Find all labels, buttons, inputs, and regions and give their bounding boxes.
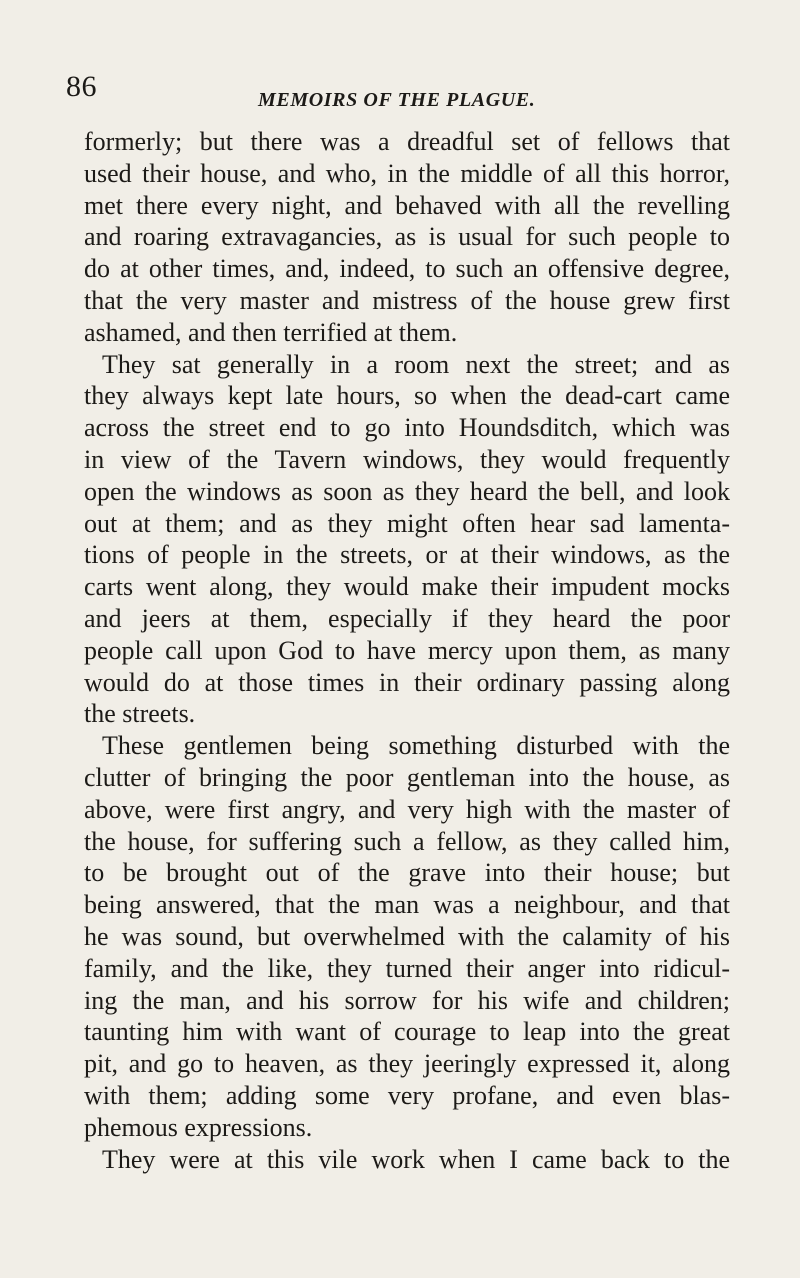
text-line: clutter of bringing the poor gentleman into the house, as: [84, 762, 730, 792]
text-line: above, were first angry, and very high with the master of: [84, 794, 730, 824]
text-line: pit, and go to heaven, as they jeeringly expressed it, along: [84, 1049, 730, 1079]
text-line: he was sound, but overwhelmed with the calamity of his: [84, 921, 730, 951]
text-line: that the very master and mistress of the house grew first: [84, 285, 730, 315]
body-text: [84, 126, 730, 1175]
text-line: and jeers at them, especially if they heard the poor: [84, 603, 730, 633]
text-line: family, and the like, they turned their anger into ridicul-: [84, 953, 730, 983]
paragraph-end-line: phemous expressions.: [84, 1112, 313, 1142]
text-line: being answered, that the man was a neighbour, and that: [84, 890, 730, 920]
text-line: and roaring extravagancies, as is usual for such people to: [84, 222, 730, 252]
text-line: tions of people in the streets, or at their windows, as the: [84, 540, 730, 570]
paragraph-start-line: They sat generally in a room next the street; and as: [102, 349, 730, 379]
text-line: formerly; but there was a dreadful set of fellows that: [84, 127, 730, 156]
text-line: open the windows as soon as they heard the bell, and look: [84, 476, 730, 506]
text-line: carts went along, they would make their impudent mocks: [84, 572, 730, 602]
text-line: out at them; and as they might often hear sad lamenta-: [84, 508, 730, 538]
text-line: with them; adding some very profane, and even blas-: [84, 1080, 730, 1110]
text-line: met there every night, and behaved with all the revelling: [84, 190, 730, 220]
text-line: across the street end to go into Houndsditch, which was: [84, 413, 730, 443]
text-line: people call upon God to have mercy upon them, as many: [84, 635, 730, 665]
text-line: ing the man, and his sorrow for his wife and children;: [84, 985, 730, 1015]
text-line: used their house, and who, in the middle of all this horror,: [84, 158, 730, 188]
page-number: 86: [66, 70, 97, 103]
text-line: would do at those times in their ordinary passing along: [84, 667, 730, 697]
text-line: they always kept late hours, so when the dead-cart came: [84, 381, 730, 411]
text-line: in view of the Tavern windows, they would frequently: [84, 444, 730, 474]
text-line: taunting him with want of courage to leap into the great: [84, 1017, 730, 1047]
paragraph-start-line: These gentlemen being something disturbed with the: [102, 731, 730, 761]
running-title: MEMOIRS OF THE PLAGUE.: [258, 89, 536, 111]
paragraph-end-line: the streets.: [84, 699, 196, 729]
paragraph-end-line: ashamed, and then terrified at them.: [84, 317, 458, 347]
paragraph-start-line: They were at this vile work when I came back to the: [102, 1144, 730, 1174]
text-line: do at other times, and, indeed, to such an offensive degree,: [84, 254, 730, 284]
text-line: to be brought out of the grave into their house; but: [84, 858, 730, 888]
text-line: the house, for suffering such a fellow, as they called him,: [84, 826, 730, 856]
